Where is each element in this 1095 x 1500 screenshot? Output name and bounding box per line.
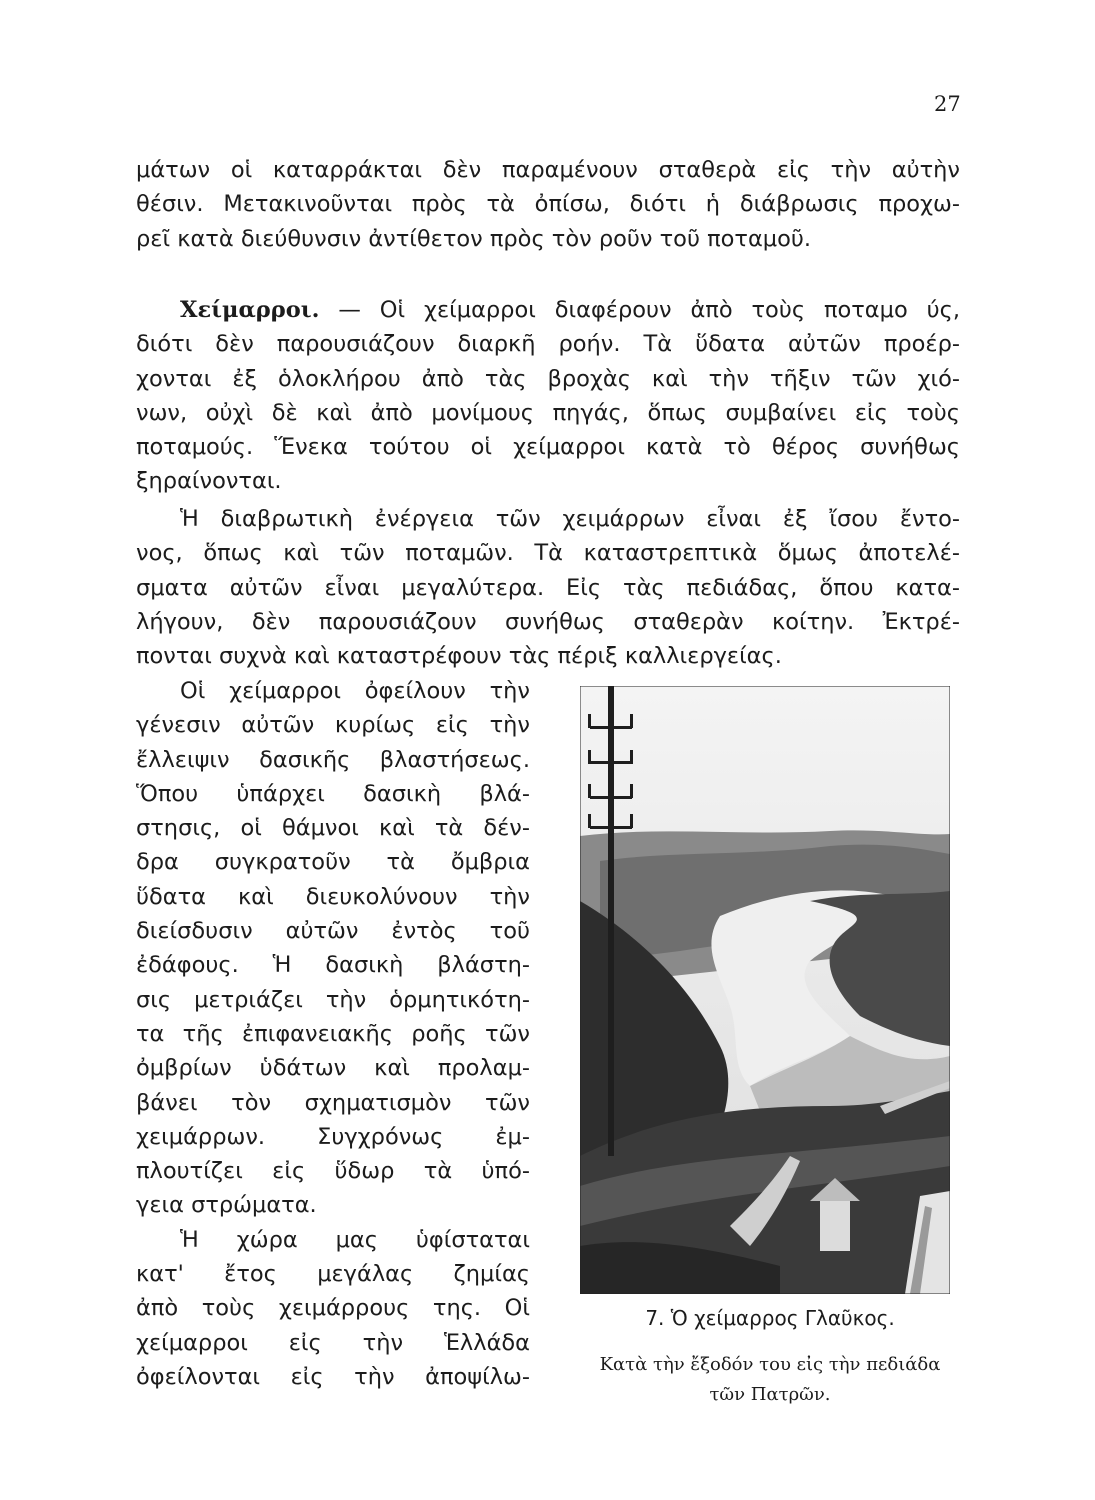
figure-caption-title: 7. Ὁ χείμαρρος Γλαῦκος. [645, 1306, 895, 1330]
text-line: χειμάρρων. Συγχρόνως ἐμ- [136, 1123, 530, 1150]
text-line: ἀπὸ τοὺς χειμάρρους της. Οἱ [136, 1295, 530, 1322]
text-line: ξηραίνονται. [136, 468, 282, 495]
page-number: 27 [934, 92, 961, 116]
text-line: χονται ἐξ ὁλοκλήρου ἀπὸ τὰς βροχὰς καὶ τὴν τῆξιν τῶν χιό- [136, 365, 960, 392]
text-line: νων, οὐχὶ δὲ καὶ ἀπὸ μονίμους πηγάς, ὅπως συμβαίνει εἰς τοὺς [136, 399, 960, 426]
section-heading: Χείμαρροι. [180, 297, 320, 323]
text-line: διείσδυσιν αὐτῶν ἐντὸς τοῦ [136, 918, 530, 945]
figure-caption-line: Κατὰ τὴν ἔξοδόν του εἰς τὴν πεδιάδα [599, 1354, 941, 1375]
torrent-photo-drawing [580, 686, 950, 1294]
text-line [136, 293, 960, 327]
text-line: δρα συγκρατοῦν τὰ ὄμβρια [136, 849, 530, 876]
paragraph-torrents [136, 293, 960, 499]
text-line: γένεσιν αὐτῶν κυρίως εἰς τὴν [136, 712, 530, 739]
text-line: νος, ὅπως καὶ τῶν ποταμῶν. Τὰ καταστρεπτικὰ ὅμως ἀποτελέ- [136, 540, 960, 567]
figure-caption-line: τῶν Πατρῶν. [709, 1384, 831, 1405]
text-line: πλουτίζει εἰς ὕδωρ τὰ ὑπό- [136, 1158, 530, 1185]
text-line: λήγουν, δὲν παρουσιάζουν συνήθως σταθερὰν κοίτην. Ἐκτρέ- [136, 608, 960, 635]
text-line: θέσιν. Μετακινοῦνται πρὸς τὰ ὀπίσω, διότι ἡ διάβρωσις προχω- [136, 191, 960, 218]
text-line: βάνει τὸν σχηματισμὸν τῶν [136, 1089, 530, 1116]
text-line: ὕδατα καὶ διευκολύνουν τὴν [136, 883, 530, 910]
paragraph-waterfalls-end [136, 153, 960, 256]
text-line: ποταμούς. Ἕνεκα τούτου οἱ χείμαρροι κατὰ τὸ θέρος συνήθως [136, 434, 960, 461]
text-line: Οἱ χείμαρροι ὀφείλουν τὴν [180, 678, 530, 704]
text-line: κατ' ἔτος μεγάλας ζημίας [136, 1261, 530, 1288]
figure-caption-subtitle [570, 1350, 970, 1410]
text-line: Ἡ χώρα μας ὑφίσταται [180, 1226, 530, 1253]
text-line: τα τῆς ἐπιφανειακῆς ροῆς τῶν [136, 1020, 530, 1047]
text-line: πονται συχνὰ καὶ καταστρέφουν τὰς πέριξ καλλιεργείας. [136, 643, 782, 670]
text-line: σματα αὐτῶν εἶναι μεγαλύτερα. Εἰς τὰς πεδιάδας, ὅπου κατα- [136, 574, 960, 601]
paragraph-erosion [136, 502, 960, 673]
text-line: ὀφείλονται εἰς τὴν ἀποψίλω- [136, 1363, 530, 1390]
text-line: διότι δὲν παρουσιάζουν διαρκῆ ροήν. Τὰ ὕδατα αὐτῶν προέρ- [136, 331, 960, 358]
column-text [136, 674, 530, 1394]
text-line: σις μετριάζει τὴν ὁρμητικότη- [136, 986, 530, 1013]
torrent-photo [580, 686, 950, 1294]
text-line: ἐδάφους. Ἡ δασικὴ βλάστη- [136, 952, 530, 979]
text-line: ἔλλειψιν δασικῆς βλαστήσεως. [136, 746, 530, 773]
text-line-rest: — Οἱ χείμαρροι διαφέρουν ἀπὸ τοὺς ποταμο ύς, [319, 297, 960, 323]
text-line: γεια στρώματα. [136, 1192, 317, 1219]
text-line: Ὅπου ὑπάρχει δασικὴ βλά- [136, 780, 530, 807]
text-line: ὀμβρίων ὑδάτων καὶ προλαμ- [136, 1055, 530, 1082]
text-line: στησις, οἱ θάμνοι καὶ τὰ δέν- [136, 815, 530, 842]
text-line: Ἡ διαβρωτικὴ ἐνέργεια τῶν χειμάρρων εἶναι ἐξ ἴσου ἔντο- [180, 506, 960, 532]
text-line: μάτων οἱ καταρράκται δὲν παραμένουν σταθερὰ εἰς τὴν αὐτὴν [136, 157, 960, 183]
text-line: ρεῖ κατὰ διεύθυνσιν ἀντίθετον πρὸς τὸν ροῦν τοῦ ποταμοῦ. [136, 225, 812, 252]
text-line: χείμαρροι εἰς τὴν Ἑλλάδα [136, 1329, 530, 1356]
